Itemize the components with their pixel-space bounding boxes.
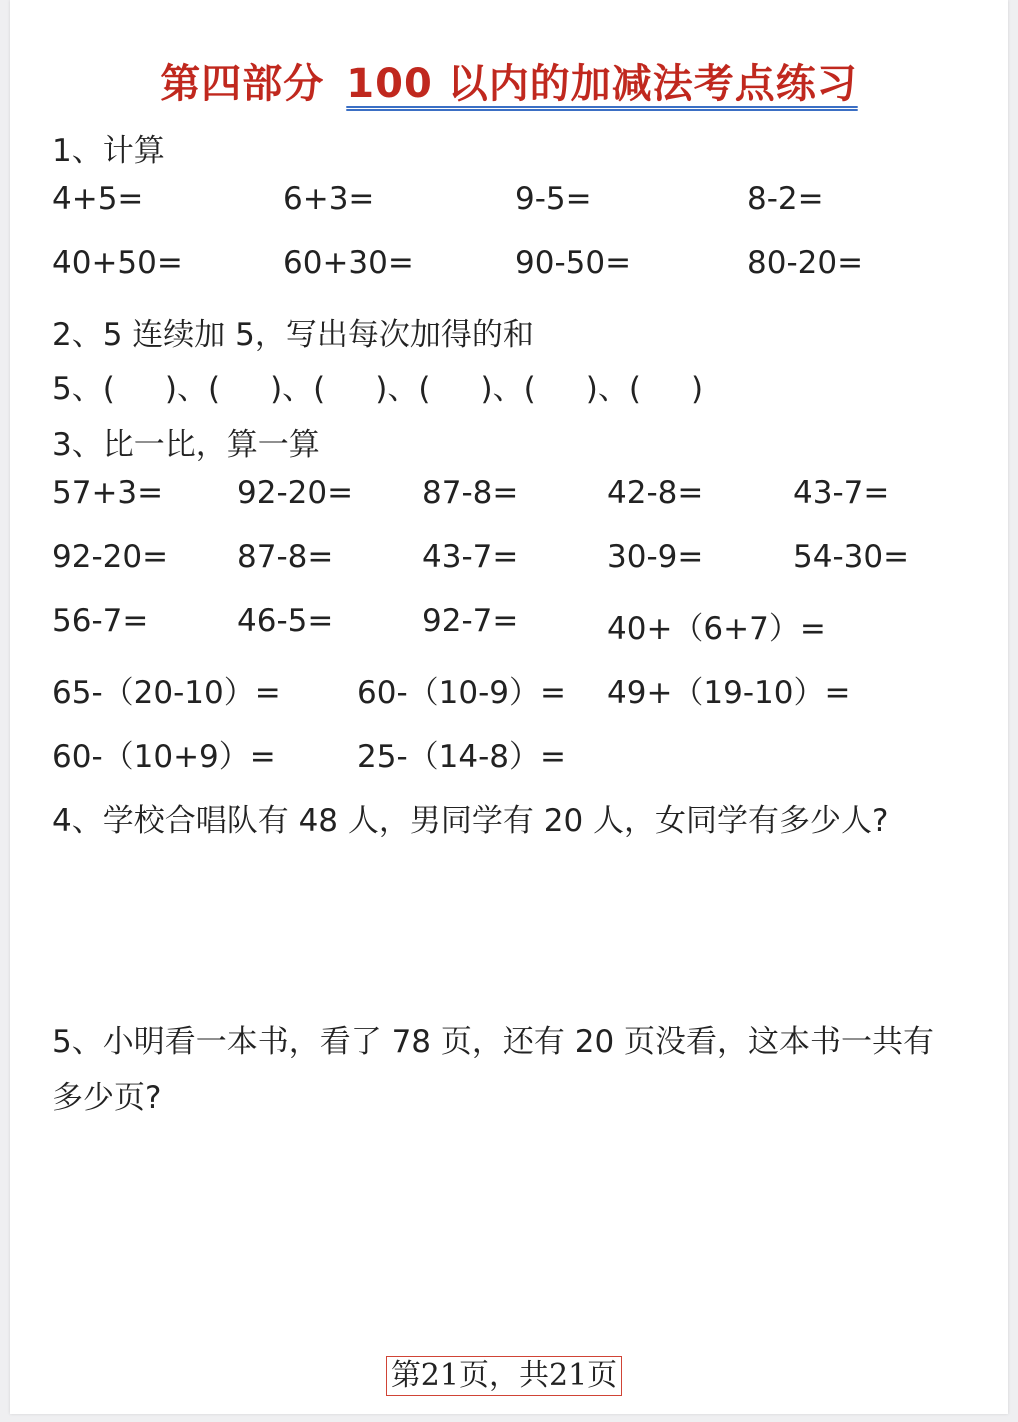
q1-heading: 1、计算 — [52, 133, 165, 169]
q1-problem: 4+5= — [52, 181, 144, 217]
q3-problem: 92-20= — [52, 539, 169, 575]
q3-problem: 30-9= — [607, 539, 704, 575]
answer-blank[interactable]: ( ) — [628, 371, 704, 407]
q3-problem: 87-8= — [422, 475, 519, 511]
q3-problem: 56-7= — [52, 603, 149, 639]
q3-problem: 92-20= — [237, 475, 354, 511]
answer-blank[interactable]: ( ) — [207, 371, 283, 407]
page-title — [0, 52, 1018, 109]
q3-problem: 42-8= — [607, 475, 704, 511]
title-part-label: 第四部分 — [160, 61, 325, 107]
answer-blank[interactable]: ( ) — [313, 371, 388, 407]
q3-problem: 43-7= — [793, 475, 890, 511]
q3-problem: 40+（6+7）= — [607, 611, 826, 647]
q3-problem: 87-8= — [237, 539, 334, 575]
q1-problem: 9-5= — [515, 181, 592, 217]
q3-problem: 57+3= — [52, 475, 164, 511]
q2-heading: 2、5 连续加 5，写出每次加得的和 — [52, 317, 534, 353]
q3-problem: 65-（20-10）= — [52, 675, 281, 711]
q1-problem: 90-50= — [515, 245, 632, 281]
q1-problem: 8-2= — [747, 181, 824, 217]
q3-problem: 92-7= — [422, 603, 519, 639]
q2-answer-blanks: 5、( )、( )、( )、( )、( )、( ) — [52, 371, 704, 407]
q3-problem: 49+（19-10）= — [607, 675, 851, 711]
q3-problem: 43-7= — [422, 539, 519, 575]
q1-problem: 40+50= — [52, 245, 183, 281]
answer-blank[interactable]: ( ) — [523, 371, 598, 407]
q3-problem: 60-（10-9）= — [357, 675, 566, 711]
title-topic: 100 以内的加减法考点练习 — [346, 61, 858, 107]
answer-blank[interactable]: ( ) — [418, 371, 493, 407]
q4-word-problem: 4、学校合唱队有 48 人，男同学有 20 人，女同学有多少人? — [52, 803, 889, 839]
q1-problem: 60+30= — [283, 245, 414, 281]
q5-word-problem-line1: 5、小明看一本书，看了 78 页，还有 20 页没看，这本书一共有 — [52, 1024, 935, 1060]
q5-word-problem-line2: 多少页? — [52, 1080, 162, 1116]
q3-problem: 60-（10+9）= — [52, 739, 276, 775]
q3-problem: 54-30= — [793, 539, 910, 575]
answer-blank[interactable]: ( ) — [102, 371, 177, 407]
q2-start-value: 5 — [52, 371, 72, 407]
q1-problem: 6+3= — [283, 181, 375, 217]
q1-problem: 80-20= — [747, 245, 864, 281]
q3-problem: 25-（14-8）= — [357, 739, 566, 775]
q3-problem: 46-5= — [237, 603, 334, 639]
page-number-footer: 第21页，共21页 — [386, 1356, 622, 1396]
q3-heading: 3、比一比，算一算 — [52, 427, 320, 463]
